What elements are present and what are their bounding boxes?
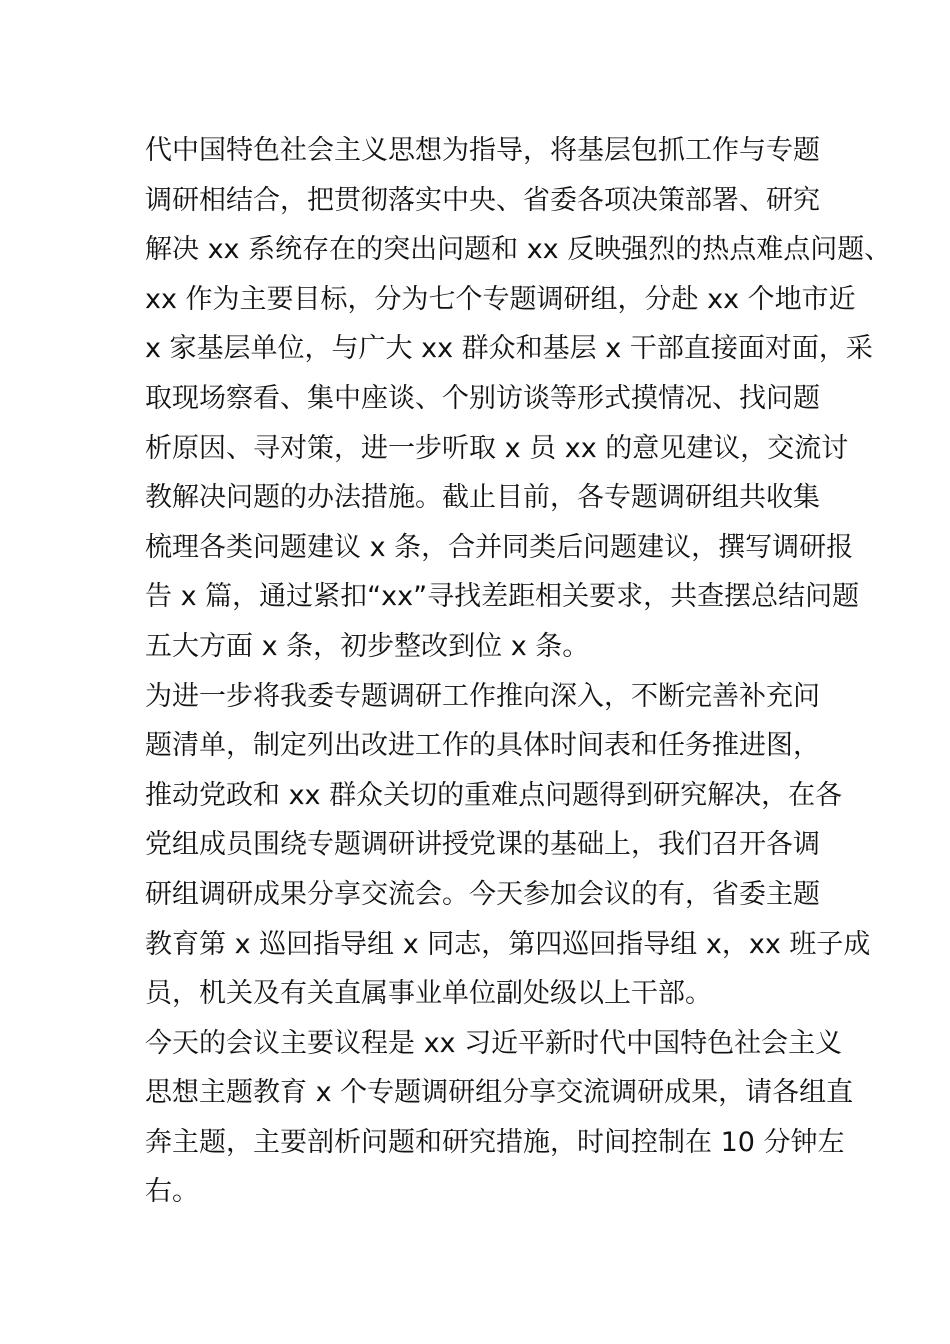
body-text bbox=[145, 126, 892, 1217]
text-line: x 家基层单位，与广大 xx 群众和基层 x 干部直接面对面，采 bbox=[145, 333, 873, 365]
text-line: 告 x 篇，通过紧扣“xx”寻找差距相关要求，共查摆总结问题 bbox=[145, 581, 860, 613]
text-line: 梳理各类问题建议 x 条，合并同类后问题建议，撰写调研报 bbox=[145, 531, 854, 563]
text-line: 教育第 x 巡回指导组 x 同志，第四巡回指导组 x，xx 班子成 bbox=[145, 928, 871, 960]
text-line: 员，机关及有关直属事业单位副处级以上干部。 bbox=[145, 978, 712, 1010]
text-line: 今天的会议主要议程是 xx 习近平新时代中国特色社会主义 bbox=[145, 1027, 843, 1059]
text-line: 代中国特色社会主义思想为指导，将基层包抓工作与专题 bbox=[145, 135, 820, 166]
text-line: 党组成员围绕专题调研讲授党课的基础上，我们召开各调 bbox=[145, 829, 820, 861]
text-line: 右。 bbox=[145, 1176, 199, 1208]
text-line: 题清单，制定列出改进工作的具体时间表和任务推进图， bbox=[145, 730, 820, 762]
text-line: 调研相结合，把贯彻落实中央、省委各项决策部署、研究 bbox=[145, 184, 820, 216]
text-line: 解决 xx 系统存在的突出问题和 xx 反映强烈的热点难点问题、 bbox=[145, 234, 892, 266]
text-line: 五大方面 x 条，初步整改到位 x 条。 bbox=[145, 630, 590, 662]
text-line: xx 作为主要目标，分为七个专题调研组，分赴 xx 个地市近 bbox=[145, 283, 856, 315]
text-line: 取现场察看、集中座谈、个别访谈等形式摸情况、找问题 bbox=[145, 382, 820, 414]
text-line: 思想主题教育 x 个专题调研组分享交流调研成果，请各组直 bbox=[145, 1077, 854, 1109]
text-line: 教解决问题的办法措施。截止目前，各专题调研组共收集 bbox=[145, 482, 820, 514]
text-line: 奔主题，主要剖析问题和研究措施，时间控制在 10 分钟左 bbox=[145, 1126, 845, 1158]
text-line: 析原因、寻对策，进一步听取 x 员 xx 的意见建议，交流讨 bbox=[145, 432, 849, 464]
text-line: 推动党政和 xx 群众关切的重难点问题得到研究解决，在各 bbox=[145, 779, 843, 811]
text-line: 研组调研成果分享交流会。今天参加会议的有，省委主题 bbox=[145, 878, 820, 910]
text-line: 为进一步将我委专题调研工作推向深入，不断完善补充问 bbox=[145, 680, 820, 712]
